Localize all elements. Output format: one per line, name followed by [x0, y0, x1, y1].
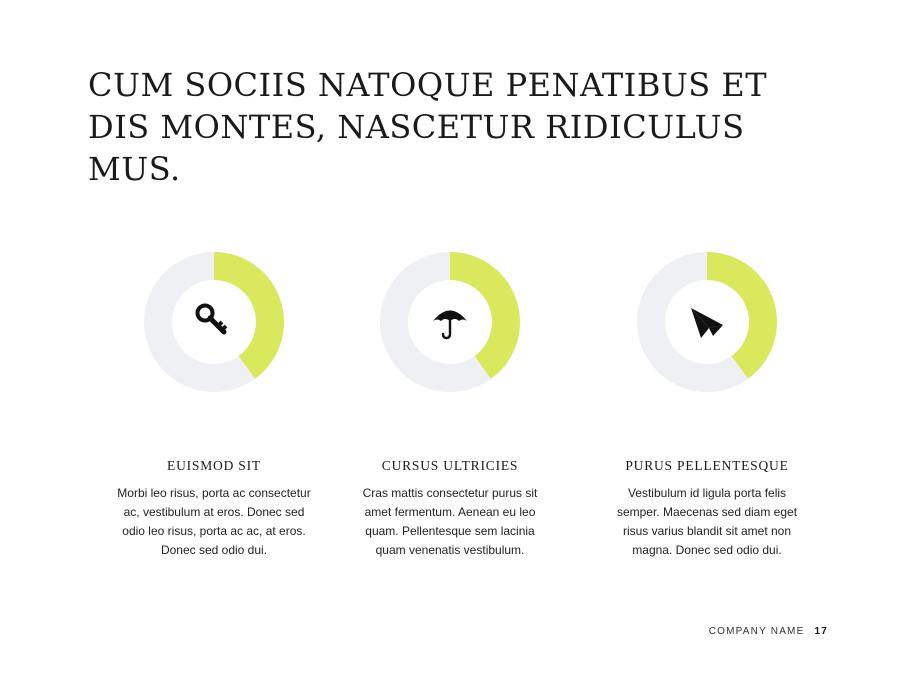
feature-column-3 [597, 250, 817, 560]
company-name: COMPANY NAME [708, 626, 805, 637]
page-headline: CUM SOCIIS NATOQUE PENATIBUS ET DIS MONTES, NASCETUR RIDICULUS MUS. [88, 66, 768, 188]
paper-plane-icon [687, 302, 727, 342]
page-number: 17 [814, 626, 828, 637]
item-title: CURSUS ULTRICIES [381, 458, 519, 473]
progress-ring-1 [142, 250, 286, 394]
key-icon [194, 302, 234, 342]
feature-column-2 [340, 250, 560, 560]
feature-column-1 [104, 250, 324, 560]
item-title: PURUS PELLENTESQUE [625, 458, 789, 473]
progress-ring-2 [378, 250, 522, 394]
item-body: Cras mattis consectetur purus sit amet fermentum. Aenean eu leo quam. Pellentesque sem lacinia quam venenatis vestibulum. [362, 486, 538, 557]
item-body: Morbi leo risus, porta ac consectetur ac, vestibulum at eros. Donec sed odio leo risus, porta ac ac, at eros. Donec sed odio dui. [117, 486, 311, 557]
item-body: Vestibulum id ligula porta felis semper. Maecenas sed diam eget risus varius blandit sit amet non magna. Donec sed odio dui. [616, 486, 798, 557]
umbrella-icon [430, 302, 470, 342]
item-title: EUISMOD SIT [167, 458, 261, 473]
page-footer [709, 626, 828, 637]
progress-ring-3 [635, 250, 779, 394]
